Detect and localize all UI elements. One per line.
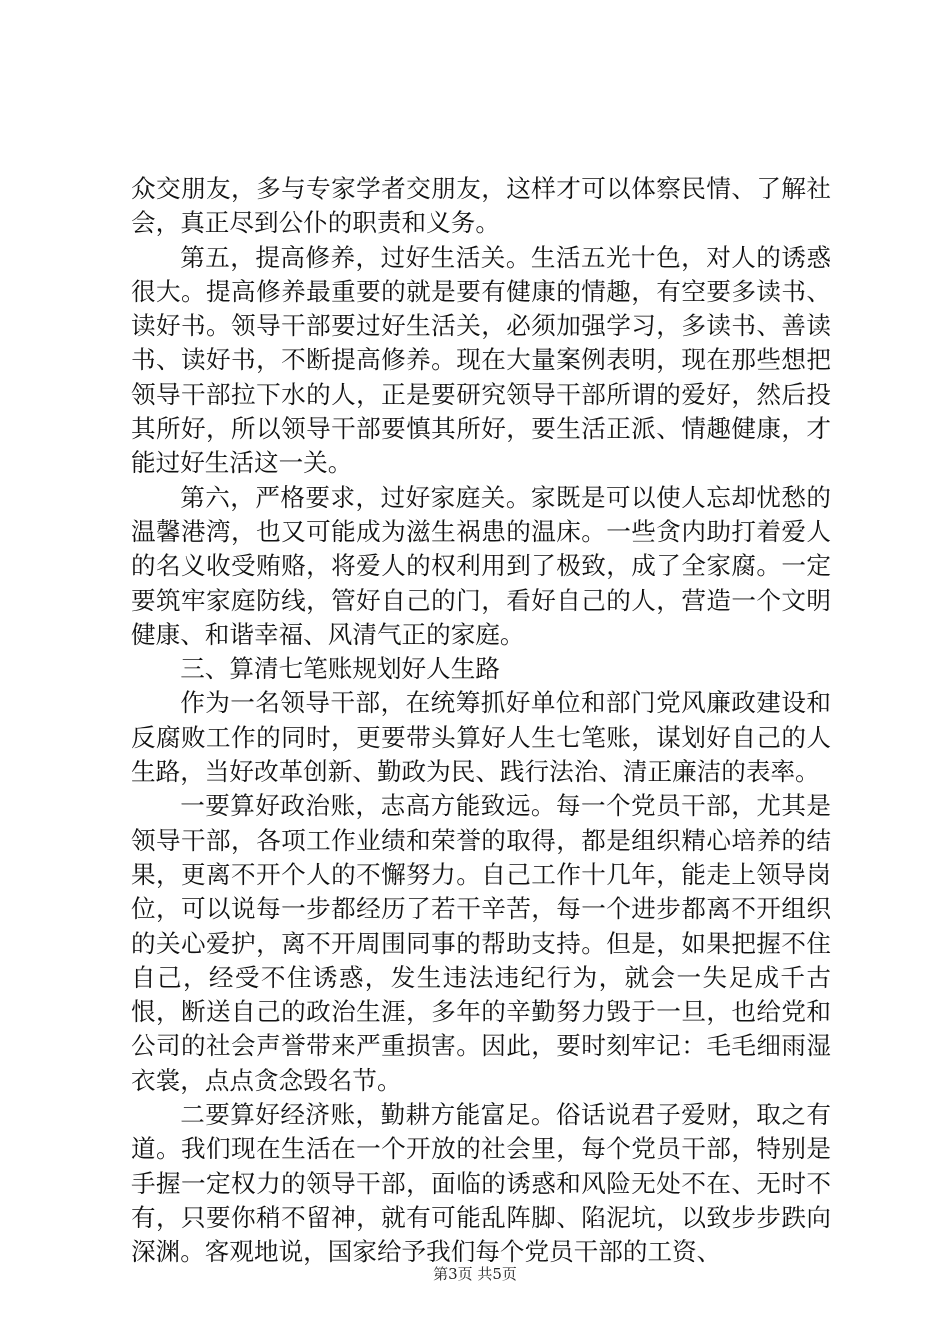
section-heading: 三、算清七笔账规划好人生路 (180, 654, 500, 684)
paragraph-sixth-point: 第六，严格要求，过好家庭关。家既是可以使人忘却忧愁的温馨港湾，也又可能成为滋生祸患的温床。一些贪内助打着爱人的名义收受贿赂，将爱人的权利用到了极致，成了全家腐。一定要筑牢家庭防线，管好自己的门，看好自己的人，营造一个文明健康、和谐幸福、风清气正的家庭。 (131, 482, 831, 649)
document-body (131, 172, 831, 1270)
paragraph-economic-account: 二要算好经济账，勤耕方能富足。俗话说君子爱财，取之有道。我们现在生活在一个开放的社会里，每个党员干部，特别是手握一定权力的领导干部，面临的诱惑和风险无处不在、无时不有，只要你稍不留神，就有可能乱阵脚、陷泥坑，以致步步跌向深渊。客观地说，国家给予我们每个党员干部的工资、 (131, 1100, 831, 1267)
paragraph-intro: 作为一名领导干部，在统筹抓好单位和部门党风廉政建设和反腐败工作的同时，更要带头算好人生七笔账，谋划好自己的人生路，当好改革创新、勤政为民、践行法治、清正廉洁的表率。 (131, 688, 831, 787)
page-footer: 第3页 共5页 (433, 1265, 517, 1283)
paragraph-continuation: 众交朋友，多与专家学者交朋友，这样才可以体察民情、了解社会，真正尽到公仆的职责和义务。 (131, 174, 831, 238)
paragraph-political-account: 一要算好政治账，志高方能致远。每一个党员干部，尤其是领导干部，各项工作业绩和荣誉的取得，都是组织精心培养的结果，更离不开个人的不懈努力。自己工作十几年，能走上领导岗位，可以说每一步都经历了若干辛苦，每一个进步都离不开组织的关心爱护，离不开周围同事的帮助支持。但是，如果把握不住自己，经受不住诱惑，发生违法违纪行为，就会一失足成千古恨，断送自己的政治生涯，多年的辛勤努力毁于一旦，也给党和公司的社会声誉带来严重损害。因此，要时刻牢记：毛毛细雨湿衣裳，点点贪念毁名节。 (131, 791, 831, 1095)
paragraph-fifth-point: 第五，提高修养，过好生活关。生活五光十色，对人的诱惑很大。提高修养最重要的就是要有健康的情趣，有空要多读书、读好书。领导干部要过好生活关，必须加强学习，多读书、善读书、读好书，不断提高修养。现在大量案例表明，现在那些想把领导干部拉下水的人，正是要研究领导干部所谓的爱好，然后投其所好，所以领导干部要慎其所好，要生活正派、情趣健康，才能过好生活这一关。 (131, 242, 831, 478)
